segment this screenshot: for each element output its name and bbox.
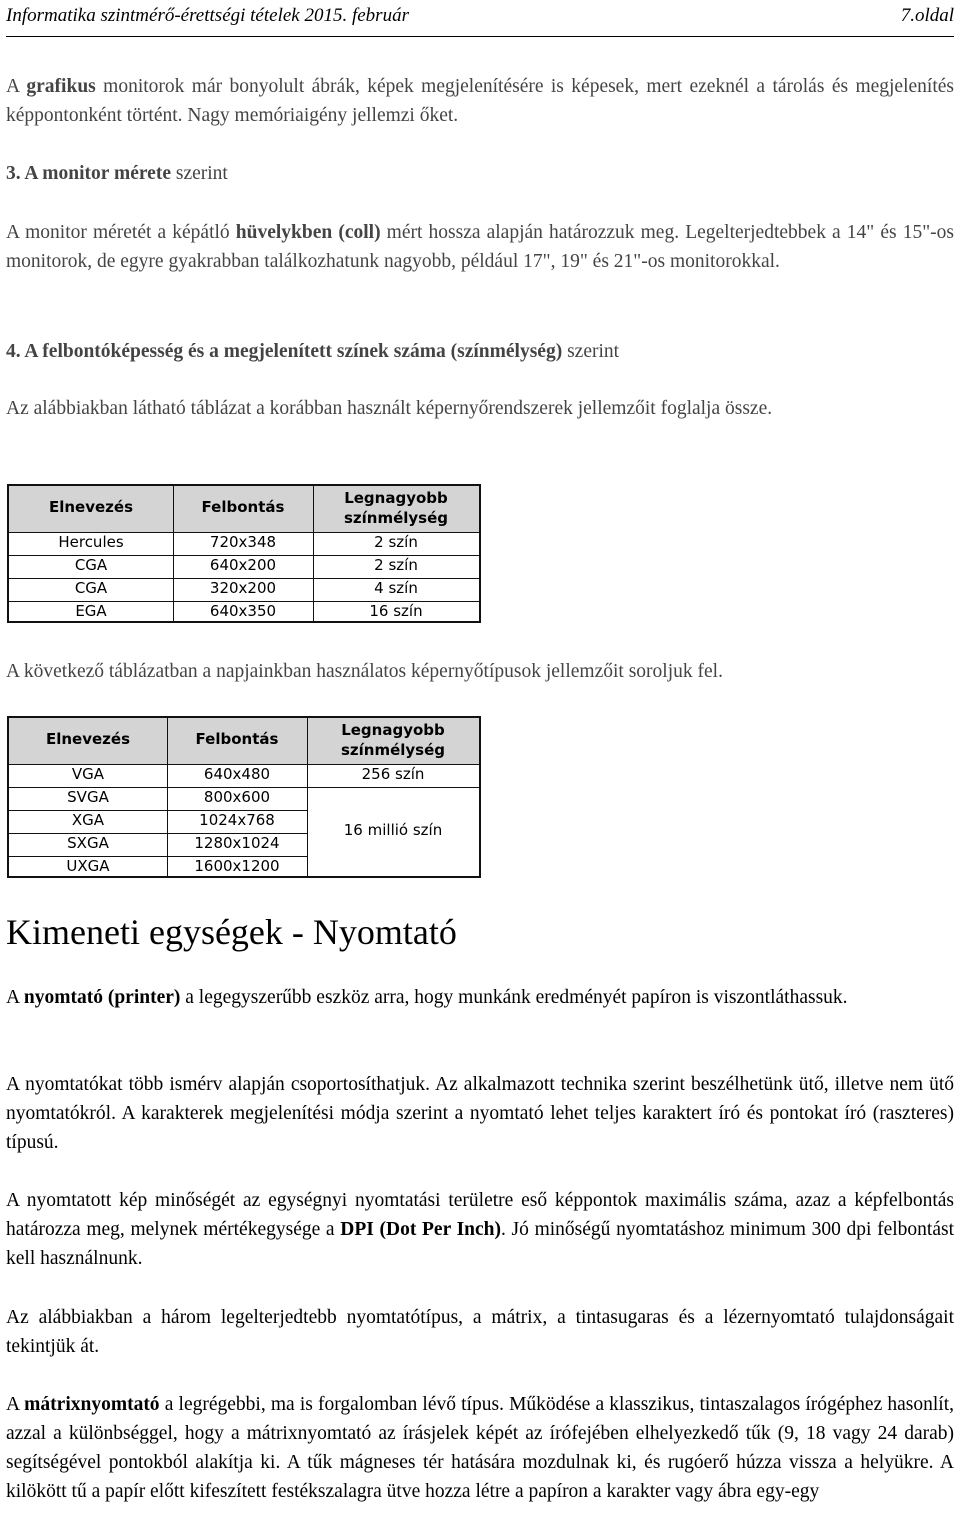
header-line: színmélység <box>343 509 449 527</box>
cell-color-depth: 4 szín <box>374 579 418 597</box>
cell-name: EGA <box>75 602 107 620</box>
section-title: 3. A monitor mérete <box>6 163 171 184</box>
paragraph-grafikus <box>6 72 954 130</box>
section-heading-3 <box>6 159 228 188</box>
paragraph-printer-resolution <box>6 1186 954 1273</box>
column-divider <box>173 486 174 621</box>
cell-resolution: 1600x1200 <box>194 857 280 875</box>
header-cell-name: Elnevezés <box>48 498 134 516</box>
header-title: Informatika szintmérő-érettségi tételek 2015. február <box>6 5 409 26</box>
cell-color-depth: 2 szín <box>374 556 418 574</box>
text-run: A <box>6 76 27 97</box>
section-main-title: Kimeneti egységek - Nyomtató <box>6 912 457 952</box>
cell-name: SXGA <box>67 834 109 852</box>
header-cell-color-depth <box>313 488 479 528</box>
text-run: A nyomtatott kép minőségét az egységnyi nyomtatási területre eső képpontok maximális száma, azaz a képfelbontás határozza meg, melynek mértékegysége a <box>6 1190 954 1240</box>
section-heading-4 <box>6 337 619 366</box>
cell-color-depth: 16 szín <box>369 602 423 620</box>
table-row <box>9 601 479 623</box>
header-cell-name: Elnevezés <box>45 730 131 748</box>
cell-resolution: 1280x1024 <box>194 834 280 852</box>
cell-resolution: 1024x768 <box>199 811 275 829</box>
bold-term: nyomtató (printer) <box>23 987 181 1008</box>
cell-color-depth: 256 szín <box>361 765 425 783</box>
table-row <box>9 578 479 601</box>
paragraph-table-intro: Az alábbiakban látható táblázat a korábban használt képernyőrendszerek jellemzőit foglalja össze. <box>6 398 773 419</box>
cell-color-depth: 2 szín <box>374 533 418 551</box>
paragraph-modern-table-intro: A következő táblázatban a napjainkban használatos képernyőtípusok jellemzőit soroljuk fel. <box>6 661 723 682</box>
section-suffix: szerint <box>562 341 620 362</box>
header-line: Legnagyobb <box>341 721 445 739</box>
cell-name: VGA <box>71 765 105 783</box>
paragraph-printer-groups: A nyomtatókat több ismérv alapján csoportosíthatjuk. Az alkalmazott technika szerint beszélhetünk ütő, illetve nem ütő nyomtatókról. A karakterek megjelenítési módja szerint a nyomtató lehet teljes karaktert író és pontokat író (raszteres) típusú. <box>6 1074 954 1153</box>
cell-name: XGA <box>71 811 105 829</box>
cell-resolution: 800x600 <box>203 788 271 806</box>
table-row <box>9 787 479 810</box>
cell-name: UXGA <box>66 857 110 875</box>
paragraph-printer-types: Az alábbiakban a három legelterjedtebb nyomtatótípus, a mátrix, a tintasugaras és a lézernyomtató tulajdonságait tekintjük át. <box>6 1307 954 1357</box>
bold-term: mátrixnyomtató <box>24 1394 160 1415</box>
table-row <box>9 555 479 578</box>
header-cell-resolution: Felbontás <box>201 498 285 516</box>
display-systems-table-modern <box>7 716 481 878</box>
section-suffix: szerint <box>171 163 228 184</box>
text-run: monitorok már bonyolult ábrák, képek megjelenítésére is képesek, mert ezeknél a tárolás és megjelenítés képpontonként történt. Nagy memóriaigény jellemzi őket. <box>6 76 954 126</box>
table-row <box>9 532 479 555</box>
text-run: A <box>6 1394 25 1415</box>
text-run: . Jó minőségű nyomtatáshoz minimum 300 dpi felbontást kell használnunk. <box>6 1219 954 1269</box>
text-run: a legegyszerűbb eszköz arra, hogy munkánk eredményét papíron is viszontláthassuk. <box>180 987 848 1008</box>
header-cell-resolution: Felbontás <box>195 730 279 748</box>
header-line: Legnagyobb <box>344 489 448 507</box>
cell-resolution: 640x200 <box>209 556 277 574</box>
table-row <box>9 856 479 878</box>
cell-resolution: 720x348 <box>209 533 277 551</box>
display-systems-table-old <box>7 484 481 623</box>
text-run: mért hossza alapján határozzuk meg. Legelterjedtebbek a 14" és 15"-os monitorok, de egyre gyakrabban találkozhatunk nagyobb, például 17", 19" és 21"-os monitorokkal. <box>6 222 955 272</box>
cell-name: SVGA <box>67 788 109 806</box>
column-divider <box>167 718 168 876</box>
cell-resolution: 640x350 <box>209 602 277 620</box>
cell-color-depth-merged: 16 millió szín <box>343 821 443 839</box>
section-title: 4. A felbontóképesség és a megjelenített színek száma (színmélység) <box>6 341 563 362</box>
page-header <box>6 0 954 36</box>
bold-term: DPI (Dot Per Inch) <box>340 1219 501 1240</box>
text-run: a legrégebbi, ma is forgalomban lévő típus. Működése a klasszikus, tintaszalagos írógéphez hasonlít, azzal a különbséggel, hogy a mátrixnyomtató az írásjelek képét az írófejében elhelyezkedő tűk (9, 18 vagy 24 darab) segítségével pontokból alakítja ki. A tűk mágneses tér hatására mozdulnak ki, és rugóerő húzza vissza a helyükre. A kilökött tű a papír előtt kifeszített festékszalagra ütve hozza létre a papíron a karakter vagy ábra egy-egy <box>6 1394 955 1502</box>
paragraph-monitor-size <box>6 218 954 276</box>
bold-term: hüvelykben (coll) <box>235 222 381 243</box>
header-line: színmélység <box>340 741 446 759</box>
cell-resolution: 640x480 <box>203 765 271 783</box>
cell-resolution: 320x200 <box>209 579 277 597</box>
cell-name: Hercules <box>58 533 124 551</box>
table-header-row <box>9 486 479 532</box>
column-divider <box>313 486 314 621</box>
page-number: 7.oldal <box>900 5 954 26</box>
cell-name: CGA <box>74 556 108 574</box>
table-header-row <box>9 718 479 764</box>
paragraph-matrix-printer <box>6 1390 954 1506</box>
table-row <box>9 764 479 787</box>
cell-name: CGA <box>74 579 108 597</box>
paragraph-printer-definition <box>6 983 954 1012</box>
text-run: A <box>6 987 24 1008</box>
bold-term: grafikus <box>26 76 96 97</box>
text-run: A monitor méretét a képátló <box>6 222 236 243</box>
header-cell-color-depth <box>307 720 479 760</box>
header-divider <box>6 36 954 37</box>
column-divider <box>307 718 308 876</box>
